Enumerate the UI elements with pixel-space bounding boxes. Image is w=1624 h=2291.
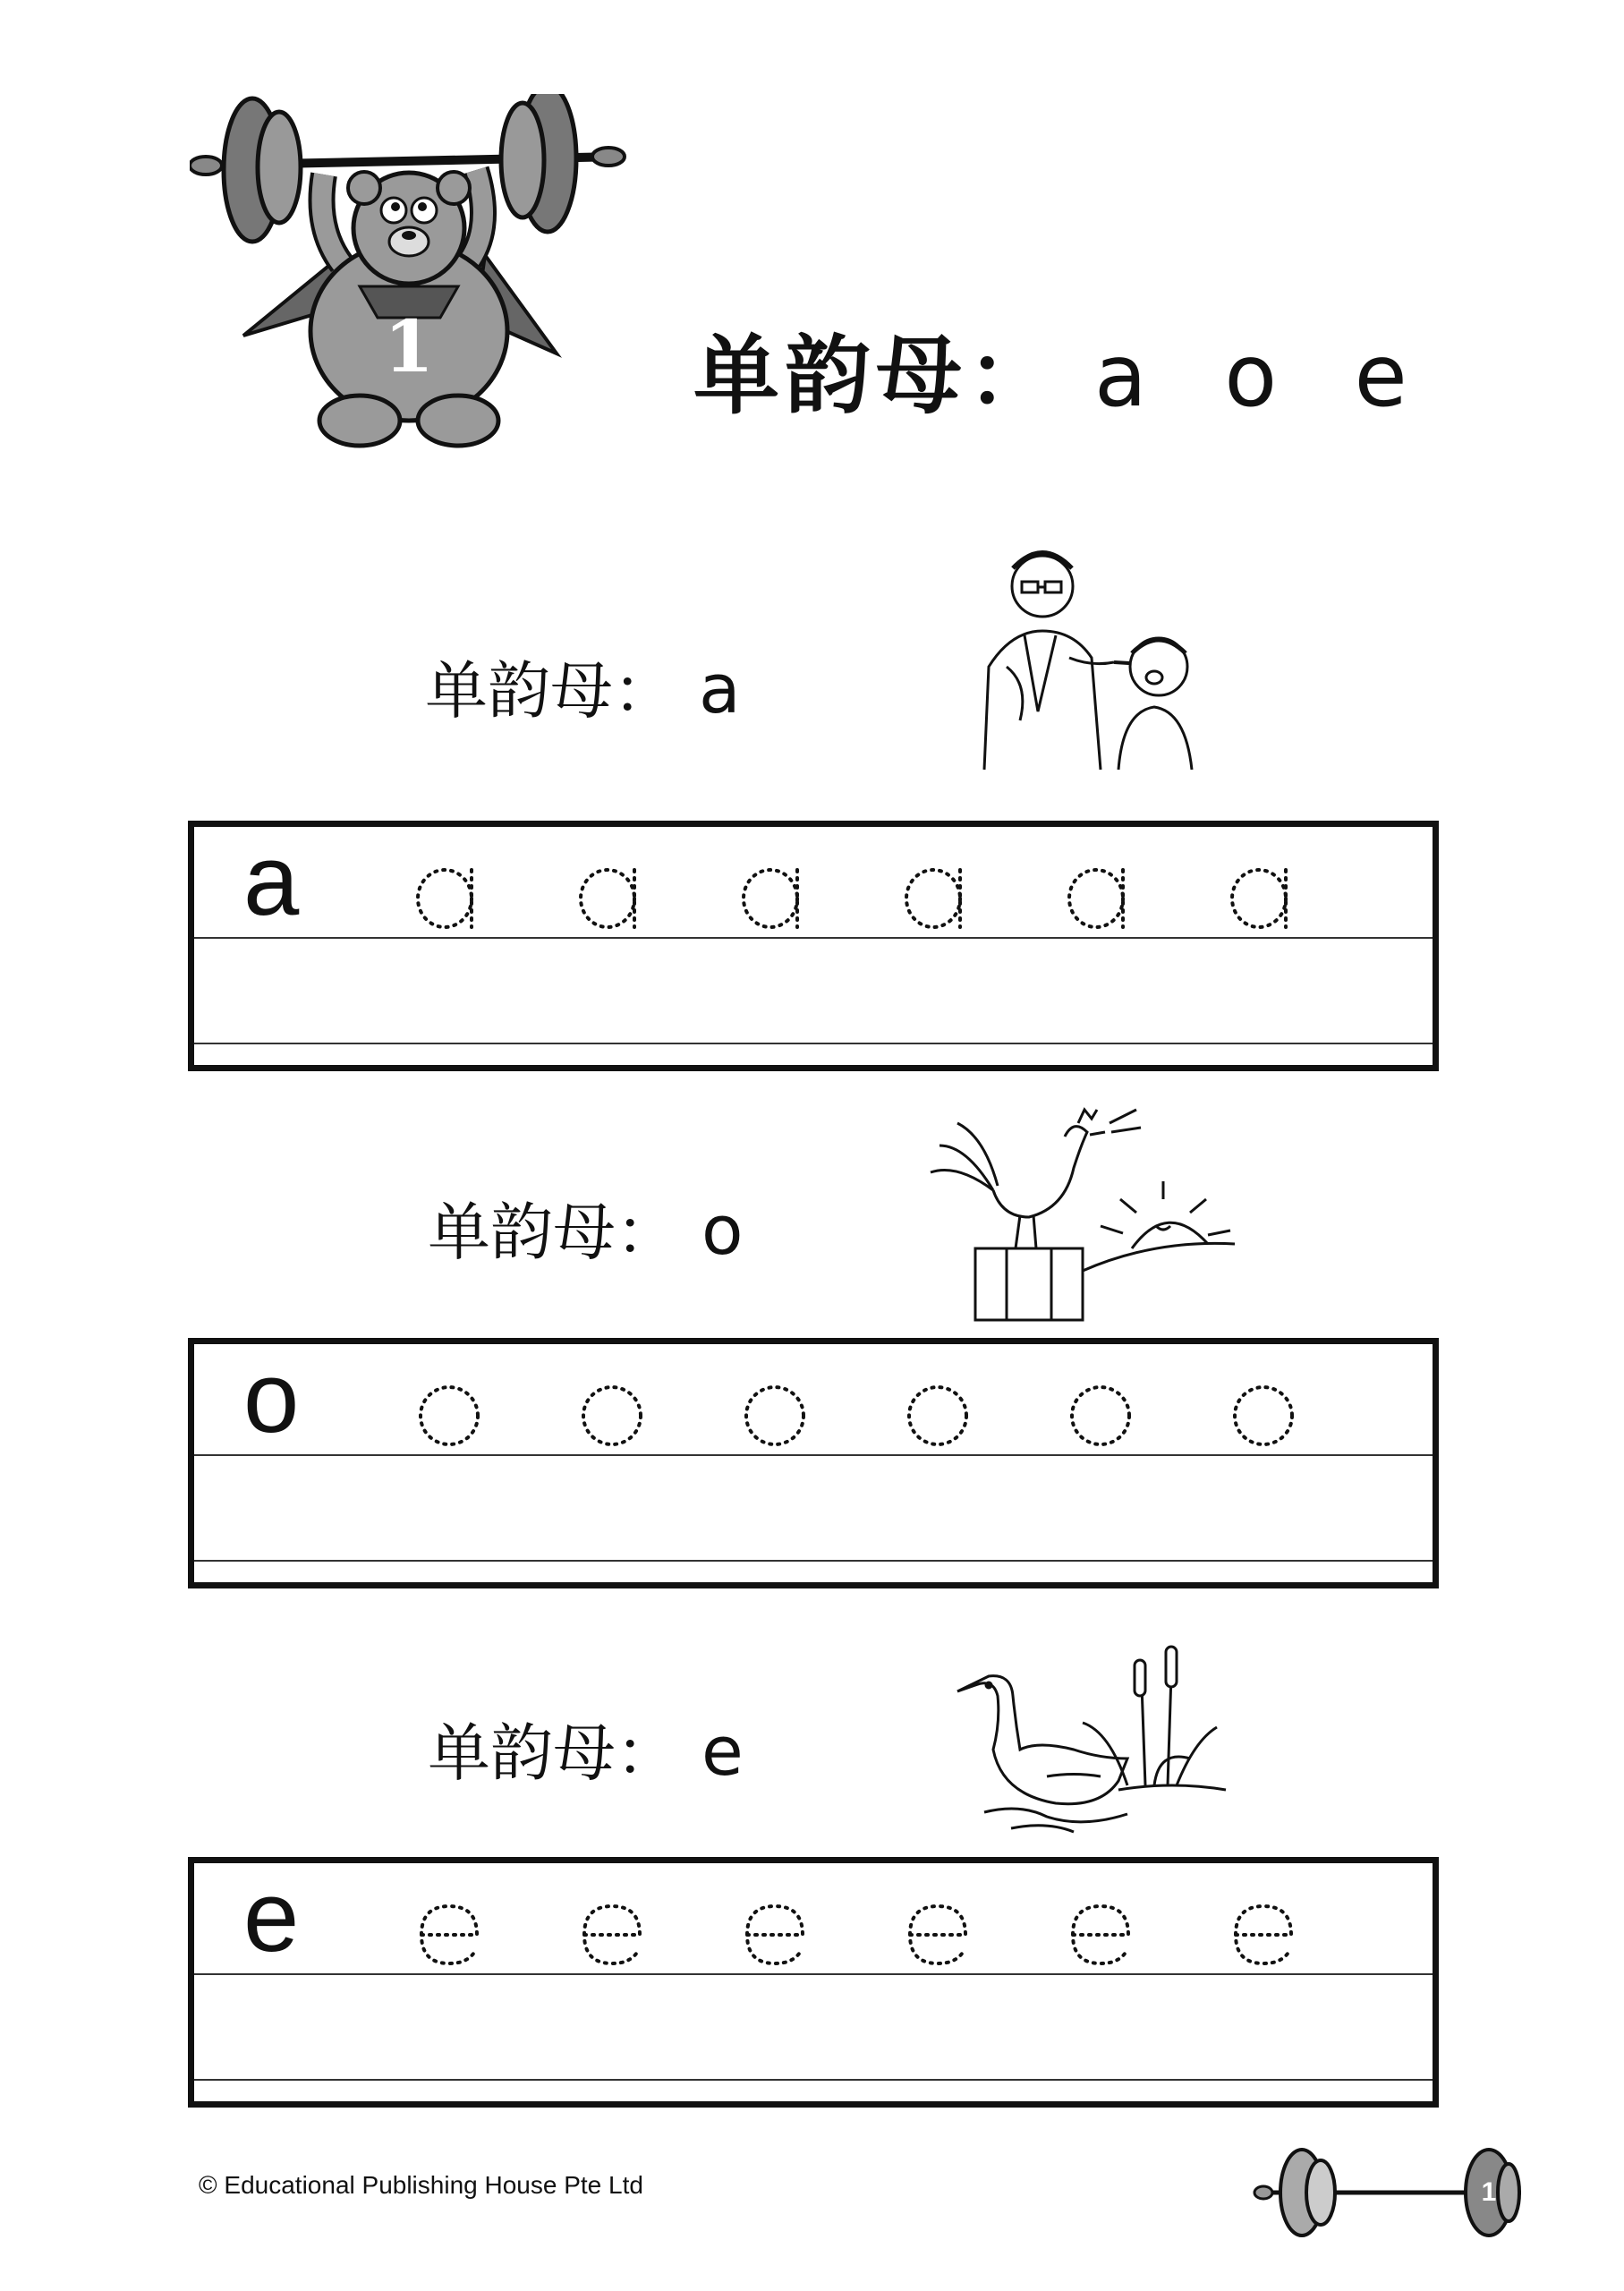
trace-letter-o[interactable] <box>1060 1364 1141 1450</box>
practice-box-a <box>188 821 1439 1071</box>
rooster-crowing-at-sunrise-illustration <box>922 1083 1244 1324</box>
guide-line <box>194 2079 1433 2081</box>
trace-letter-a[interactable] <box>735 847 815 933</box>
trace-letter-e[interactable] <box>572 1883 652 1969</box>
trace-letter-e[interactable] <box>897 1883 978 1969</box>
trace-letter-a[interactable] <box>1223 847 1304 933</box>
trace-letter-e[interactable] <box>1223 1883 1304 1969</box>
guide-line <box>194 1043 1433 1044</box>
guide-line <box>194 1560 1433 1562</box>
mascot-number: 1 <box>384 304 434 388</box>
model-letter-a: a <box>243 824 300 936</box>
section-heading-e <box>428 1711 744 1792</box>
section-heading-cn: 单韵母： <box>428 1716 678 1790</box>
trace-letter-a[interactable] <box>572 847 652 933</box>
trace-letter-o[interactable] <box>409 1364 489 1450</box>
page-number-badge <box>1244 2139 1530 2246</box>
doctor-checking-boy-mouth-illustration <box>957 532 1199 774</box>
page-title <box>693 322 1543 430</box>
trace-letter-e[interactable] <box>409 1883 489 1969</box>
copyright-text: © Educational Publishing House Pte Ltd <box>199 2171 643 2199</box>
practice-box-e <box>188 1857 1439 2108</box>
trace-letter-a[interactable] <box>897 847 978 933</box>
trace-letter-a[interactable] <box>409 847 489 933</box>
section-heading-letter: e <box>701 1711 744 1791</box>
practice-box-o <box>188 1338 1439 1588</box>
guide-line <box>194 1454 1433 1456</box>
page-title-cn: 单韵母： <box>693 326 1059 426</box>
trace-letter-e[interactable] <box>1060 1883 1141 1969</box>
page-title-letters: a o e <box>1094 326 1433 426</box>
guide-line <box>194 937 1433 939</box>
trace-letter-o[interactable] <box>572 1364 652 1450</box>
guide-line <box>194 1973 1433 1975</box>
trace-letter-a[interactable] <box>1060 847 1141 933</box>
trace-letter-e[interactable] <box>735 1883 815 1969</box>
section-heading-a <box>425 649 741 729</box>
section-heading-cn: 单韵母： <box>425 654 676 728</box>
section-heading-o <box>428 1190 744 1271</box>
page-number: 1 <box>1481 2177 1497 2207</box>
section-heading-cn: 单韵母： <box>428 1196 678 1269</box>
goose-in-reeds-illustration <box>948 1624 1235 1839</box>
section-heading-letter: o <box>701 1190 744 1270</box>
section-heading-letter: a <box>699 649 741 728</box>
trace-letter-o[interactable] <box>897 1364 978 1450</box>
trace-letter-o[interactable] <box>735 1364 815 1450</box>
trace-letter-o[interactable] <box>1223 1364 1304 1450</box>
model-letter-e: e <box>243 1861 300 1972</box>
model-letter-o: o <box>243 1341 300 1453</box>
weightlifting-bear-icon <box>190 94 628 452</box>
